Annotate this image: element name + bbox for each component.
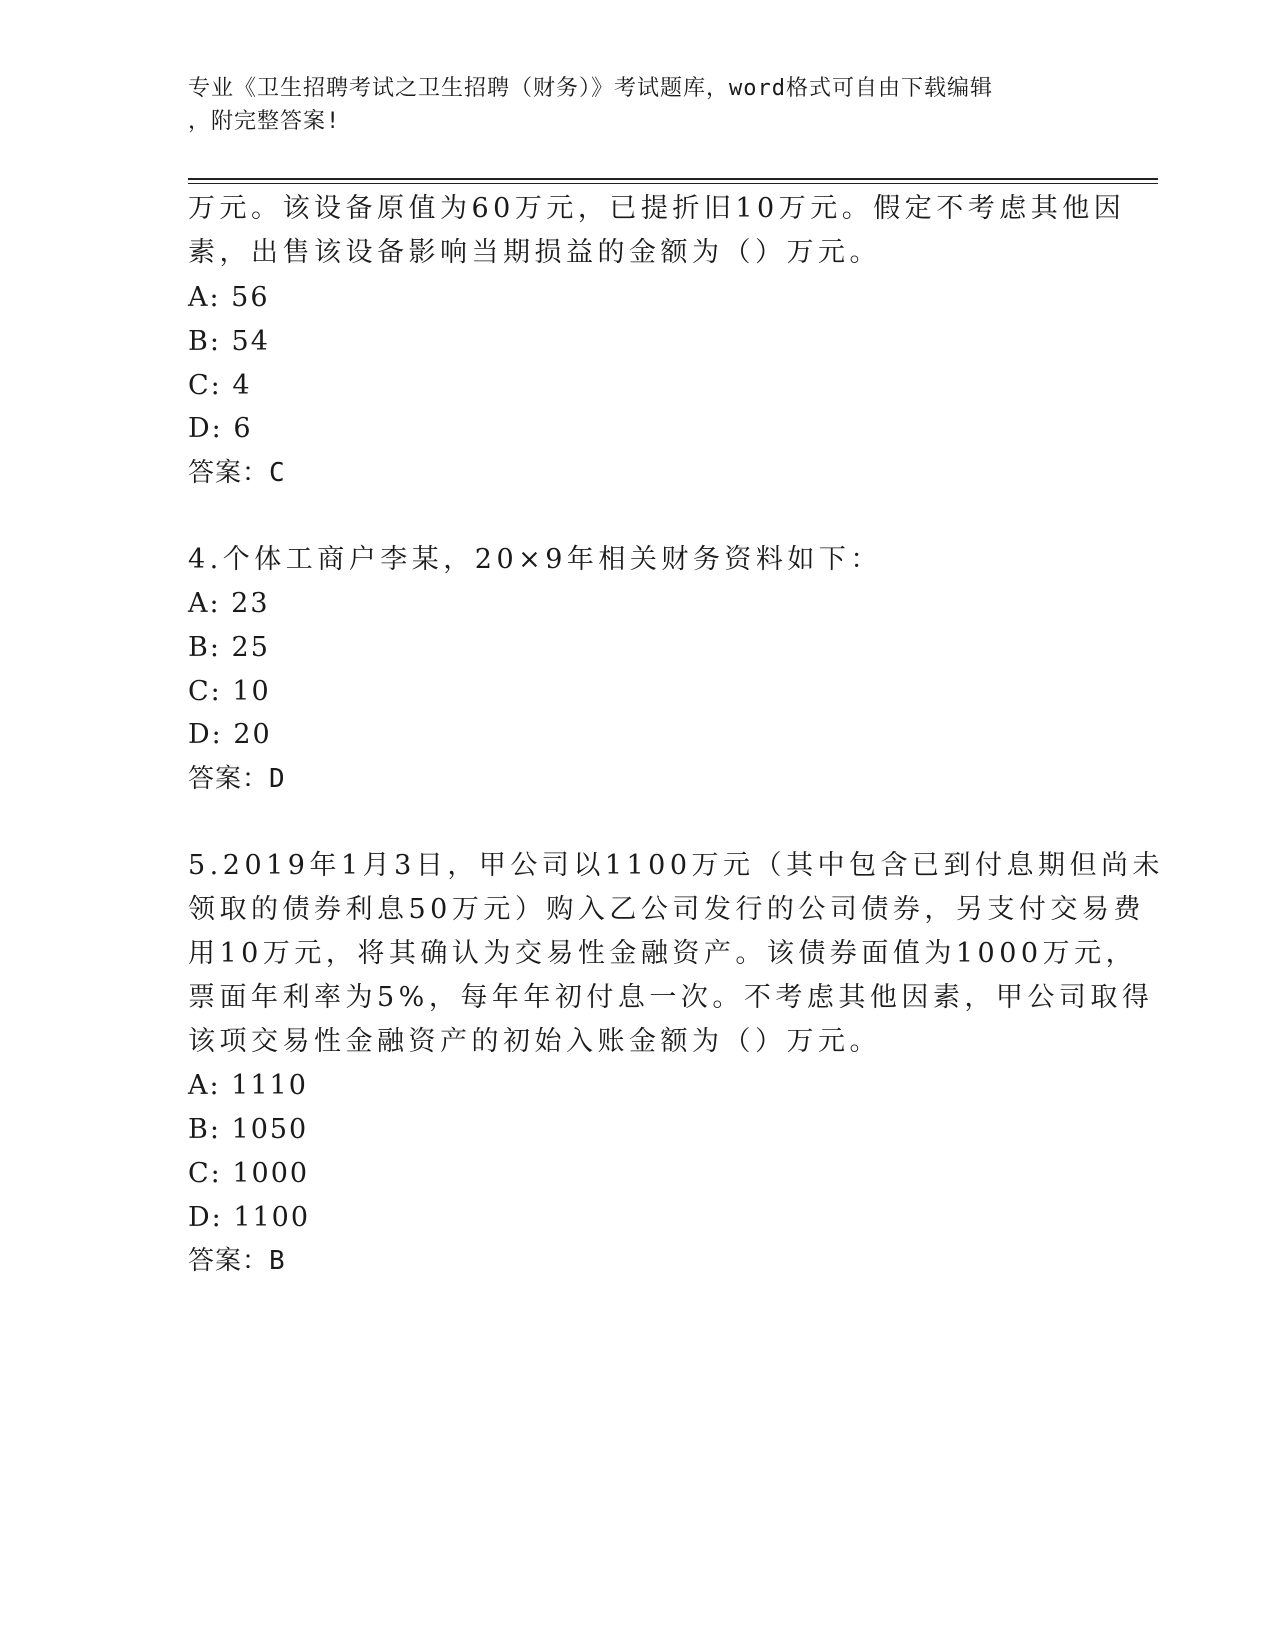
answer: 答案：B xyxy=(188,1246,286,1276)
question-text-line: 票面年利率为5%，每年年初付息一次。不考虑其他因素，甲公司取得 xyxy=(188,982,1154,1013)
option-b: B: 54 xyxy=(188,326,270,357)
header-divider-thick xyxy=(188,178,1158,180)
header-line-2: ，附完整答案! xyxy=(188,109,341,134)
option-b: B: 25 xyxy=(188,632,270,663)
option-d: D: 20 xyxy=(188,719,272,750)
answer: 答案：D xyxy=(188,764,286,794)
question-text-line: 领取的债券利息50万元）购入乙公司发行的公司债券，另支付交易费 xyxy=(188,894,1145,925)
question-text-line: 5.2019年1月3日，甲公司以1100万元（其中包含已到付息期但尚未 xyxy=(188,850,1165,881)
question-text-line: 4.个体工商户李某，20×9年相关财务资料如下： xyxy=(188,544,882,575)
header-line-1: 专业《卫生招聘考试之卫生招聘（财务）》考试题库，word格式可自由下载编辑 xyxy=(188,76,993,101)
option-d: D: 1100 xyxy=(188,1202,311,1233)
option-c: C: 10 xyxy=(188,676,271,707)
option-a: A: 56 xyxy=(188,282,270,313)
answer: 答案：C xyxy=(188,458,286,488)
option-c: C: 1000 xyxy=(188,1158,310,1189)
question-text-line: 素，出售该设备影响当期损益的金额为（）万元。 xyxy=(188,237,881,268)
option-a: A: 23 xyxy=(188,588,270,619)
option-b: B: 1050 xyxy=(188,1114,309,1145)
question-text-line: 该项交易性金融资产的初始入账金额为（）万元。 xyxy=(188,1026,881,1057)
option-d: D: 6 xyxy=(188,413,253,444)
option-c: C: 4 xyxy=(188,370,252,401)
option-a: A: 1110 xyxy=(188,1070,308,1101)
question-text-line: 万元。该设备原值为60万元，已提折旧10万元。假定不考虑其他因 xyxy=(188,193,1126,224)
header-divider-thin xyxy=(188,183,1158,184)
question-text-line: 用10万元，将其确认为交易性金融资产。该债券面值为1000万元， xyxy=(188,938,1138,969)
document-header xyxy=(188,72,1068,138)
